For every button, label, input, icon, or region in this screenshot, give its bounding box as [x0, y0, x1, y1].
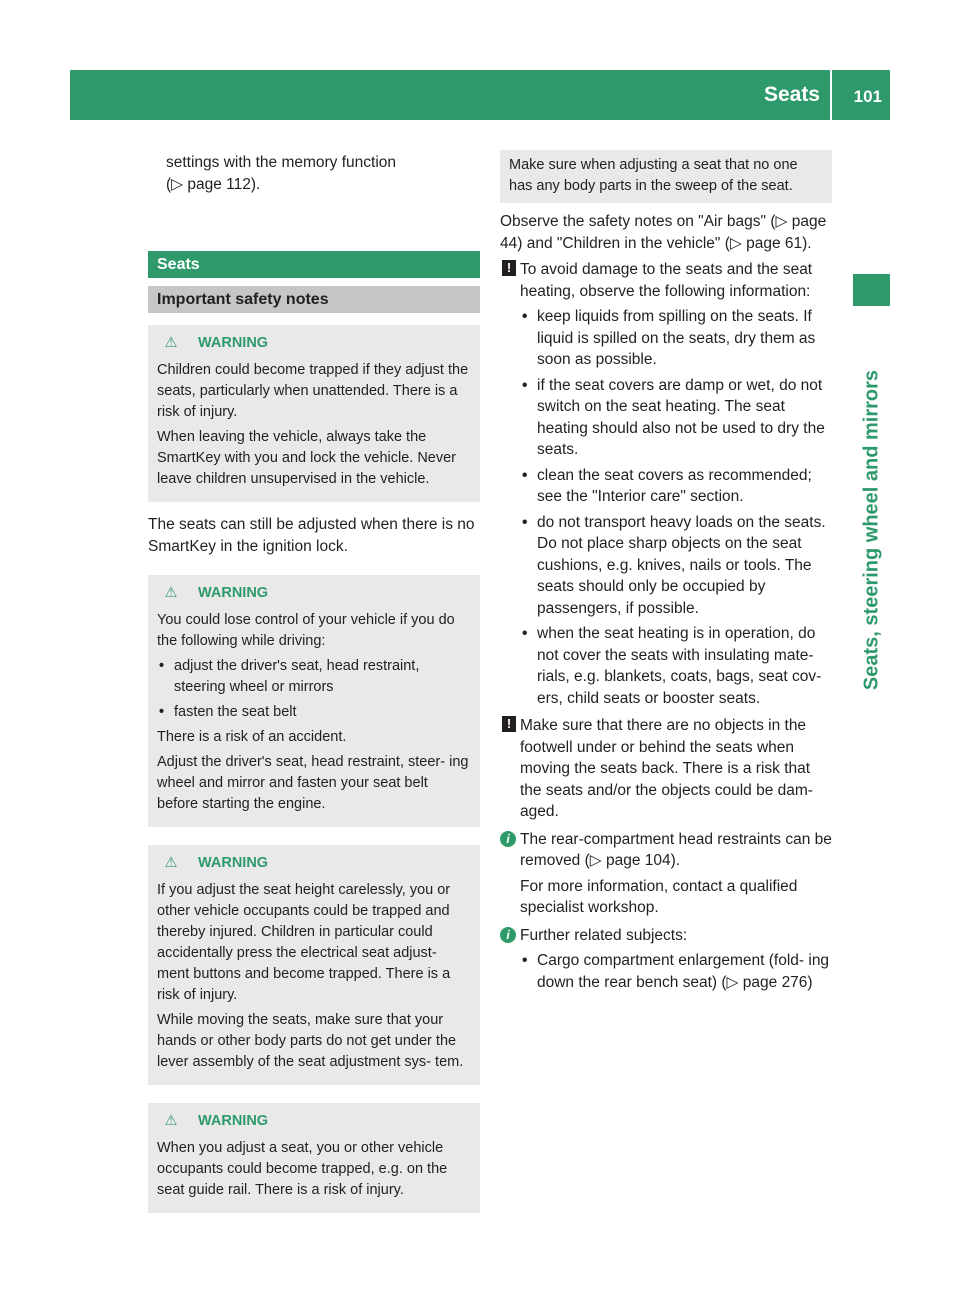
warning-triangle-icon: ⚠	[164, 335, 178, 351]
list-item: • do not transport heavy loads on the seats. Do not place sharp objects on the seat cushions, e.g. knives, nails or tools. The seats should only be occupied by passengers, if possible.	[520, 512, 832, 620]
caution-list	[520, 306, 832, 709]
intro-text: settings with the memory function (▷ page 112).	[148, 152, 480, 195]
info-icon: i	[500, 831, 516, 847]
header-bar	[70, 70, 890, 120]
info-note-1: i The rear-compartment head restraints can be removed (▷ page 104). For more information, contact a qualified specialist workshop.	[500, 829, 832, 919]
chapter-label: Seats, steering wheel and mirrors	[859, 369, 882, 691]
warning-box-3: ⚠ WARNING If you adjust the seat height carelessly, you or other vehicle occupants could be trapped and thereby injured. Children in particular could accidentally press the electrical seat adjust- ment buttons and become trapped. There is a risk of injury. While moving the seats, make sure that your hands or other body parts do not get under the lever assembly of the seat adjustment sys- tem.	[148, 845, 480, 1085]
list-item: • when the seat heating is in operation, do not cover the seats with insulating mate- rials, e.g. blankets, coats, bags, seat cov- ers, child seats or booster seats.	[520, 623, 832, 709]
warning-box-2: ⚠ WARNING You could lose control of your vehicle if you do the following while driving: • adjust the driver's seat, head restraint, steering wheel or mirrors • fasten the seat belt There is a risk of an accident. Adjust the driver's seat, head restraint, steer- ing wheel and mirror and fasten your seat belt before starting the engine.	[148, 575, 480, 827]
page-title: Seats	[763, 83, 820, 106]
body-text: The seats can still be adjusted when there is no SmartKey in the ignition lock.	[148, 516, 475, 555]
warning-triangle-icon: ⚠	[164, 855, 178, 871]
header-divider	[830, 70, 832, 120]
observe-text: Observe the safety notes on "Air bags" (▷ page 44) and "Children in the vehicle" (▷ page 61).	[500, 213, 827, 252]
warning-list	[157, 656, 472, 723]
warning-box-1: ⚠ WARNING Children could become trapped if they adjust the seats, particularly when unattended. There is a risk of injury. When leaving the vehicle, always take the SmartKey with you and lock the vehicle. Never leave children unsupervised in the vehicle.	[148, 325, 480, 502]
exclamation-icon: !	[502, 260, 516, 276]
caution-note-1: ! To avoid damage to the seats and the seat heating, observe the following information: • keep liquids from spilling on the seats. If liquid is spilled on the seats, dry them as soon as possible. • if the seat covers are damp or wet, do not switch on the seat heating. The seat heating should also not be used to dry the seats. • clean the seat covers as recommended; see the "Interior care" section. • do not transport heavy loads on the seats. Do not place sharp objects on the seat cushions, e.g. knives, nails or tools. The seats should only be occupied by passengers, if possible. • when the seat heating is in operation, do not cover the seats with insulating mate- rials, e.g. blankets, coats, bags, seat cov- ers, child seats or booster seats.	[500, 259, 832, 709]
page-number: 101	[853, 87, 882, 106]
list-item: • clean the seat covers as recommended; see the "Interior care" section.	[520, 465, 832, 508]
caution-note-2: ! Make sure that there are no objects in the footwell under or behind the seats when moving the seats back. There is a risk that the seats and/or the objects could be dam- aged.	[500, 715, 832, 823]
side-tab-marker	[853, 274, 890, 306]
page-ref-link[interactable]: (▷ page 112).	[166, 175, 261, 193]
right-column	[500, 152, 832, 999]
subsection-title: Important safety notes	[148, 286, 480, 313]
warning-continuation-box: Make sure when adjusting a seat that no one has any body parts in the sweep of the seat.	[500, 150, 832, 203]
list-item[interactable]: • Cargo compartment enlargement (fold- ing down the rear bench seat) (▷ page 276)	[520, 950, 832, 993]
exclamation-icon: !	[502, 716, 516, 732]
section-title: Seats	[148, 251, 480, 278]
warning-triangle-icon: ⚠	[164, 585, 178, 601]
warning-triangle-icon: ⚠	[164, 1113, 178, 1129]
list-item: • adjust the driver's seat, head restraint, steering wheel or mirrors	[157, 656, 472, 698]
list-item: • fasten the seat belt	[157, 702, 472, 723]
info-icon: i	[500, 927, 516, 943]
info-note-2: i Further related subjects: • Cargo compartment enlargement (fold- ing down the rear bench seat) (▷ page 276)	[500, 925, 832, 994]
list-item: • keep liquids from spilling on the seats. If liquid is spilled on the seats, dry them as soon as possible.	[520, 306, 832, 371]
left-column	[148, 152, 480, 1225]
warning-box-4: ⚠ WARNING When you adjust a seat, you or other vehicle occupants could become trapped, e.g. on the seat guide rail. There is a risk of injury.	[148, 1103, 480, 1213]
related-list	[520, 950, 832, 993]
list-item: • if the seat covers are damp or wet, do not switch on the seat heating. The seat heating should also not be used to dry the seats.	[520, 375, 832, 461]
